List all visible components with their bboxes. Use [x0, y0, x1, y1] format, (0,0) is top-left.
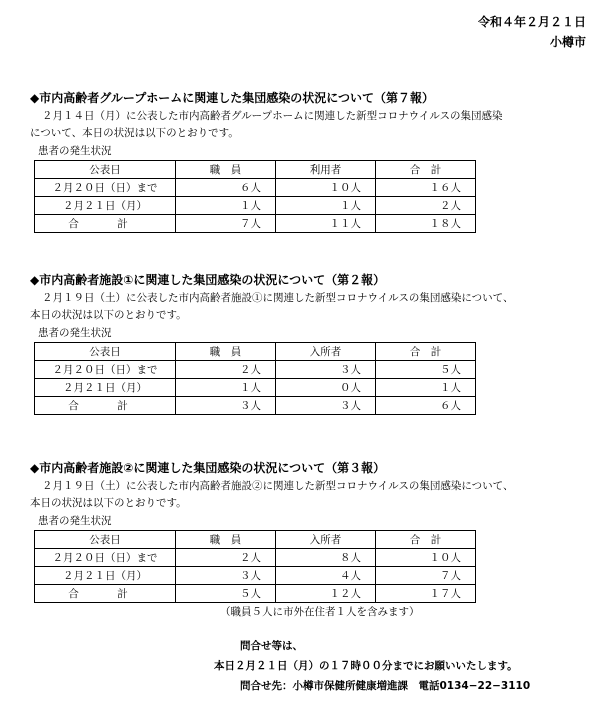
- section-body: ２月１４日（月）に公表した市内高齢者グループホームに関連した新型コロナウイルスの集団感染 について、本日の状況は以下のとおりです。: [30, 110, 503, 139]
- cases-table: [34, 342, 476, 415]
- issue-date: 令和４年２月２１日: [477, 15, 586, 29]
- table-caption: 患者の発生状況: [38, 145, 112, 157]
- section-group-home: [30, 90, 590, 233]
- cases-table: [34, 160, 476, 233]
- table-row: ２月２０日（日）まで ２人 ８人 １０人: [35, 549, 476, 567]
- table-caption: 患者の発生状況: [38, 327, 112, 339]
- contact-info: [214, 636, 590, 696]
- table-total-row: 合 計 ３人 ３人 ６人: [35, 397, 476, 415]
- section-facility-2: [30, 460, 590, 620]
- table-row: ２月２０日（日）まで ２人 ３人 ５人: [35, 361, 476, 379]
- table-row: ２月２０日（日）まで ６人 １０人 １６人: [35, 179, 476, 197]
- section-title: ◆市内高齢者施設①に関連した集団感染の状況について（第２報）: [30, 273, 386, 287]
- table-total-row: 合 計 ５人 １２人 １７人: [35, 585, 476, 603]
- section-title: ◆市内高齢者グループホームに関連した集団感染の状況について（第７報）: [30, 91, 435, 105]
- document-header: [478, 12, 586, 52]
- contact-department: 問合せ先：小樽市保健所健康増進課 電話0134−22−3110: [240, 680, 531, 692]
- table-row: ２月２１日（月） １人 ０人 １人: [35, 379, 476, 397]
- table-row: ２月２１日（月） １人 １人 ２人: [35, 197, 476, 215]
- cases-table: [34, 530, 476, 603]
- contact-deadline: 本日２月２１日（月）の１７時００分までにお願いいたします。: [214, 660, 518, 672]
- section-title: ◆市内高齢者施設②に関連した集団感染の状況について（第３報）: [30, 461, 386, 475]
- table-header-row: 公表日 職 員 入所者 合 計: [35, 531, 476, 549]
- table-caption: 患者の発生状況: [38, 515, 112, 527]
- table-header-row: 公表日 職 員 入所者 合 計: [35, 343, 476, 361]
- section-facility-1: [30, 272, 590, 415]
- section-body: ２月１９日（土）に公表した市内高齢者施設②に関連した新型コロナウイルスの集団感染について、 本日の状況は以下のとおりです。: [30, 480, 514, 509]
- table-footnote: （職員５人に市外在住者１人を含みます）: [220, 606, 420, 618]
- contact-intro: 問合せ等は、: [240, 640, 303, 652]
- table-row: ２月２１日（月） ３人 ４人 ７人: [35, 567, 476, 585]
- table-total-row: 合 計 ７人 １１人 １８人: [35, 215, 476, 233]
- table-header-row: 公表日 職 員 利用者 合 計: [35, 161, 476, 179]
- issuer-name: 小樽市: [549, 35, 586, 49]
- section-body: ２月１９日（土）に公表した市内高齢者施設①に関連した新型コロナウイルスの集団感染について、 本日の状況は以下のとおりです。: [30, 292, 514, 321]
